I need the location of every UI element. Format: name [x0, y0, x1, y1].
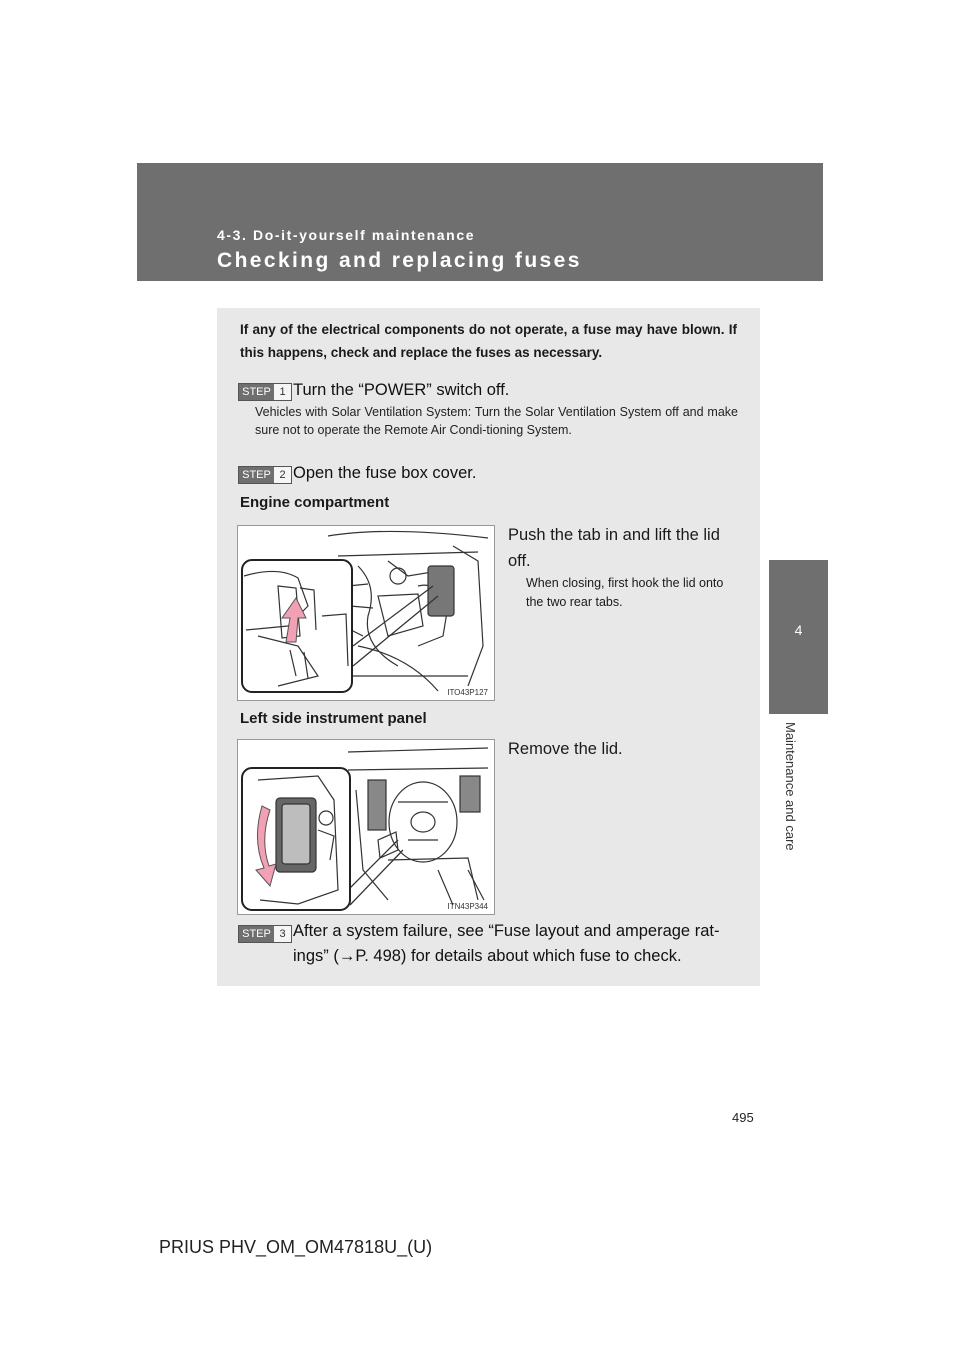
engine-illustration — [238, 526, 494, 700]
step-2-text: Open the fuse box cover. — [293, 464, 477, 482]
step-1-badge — [238, 383, 292, 401]
chapter-title-text: Maintenance and care — [783, 722, 798, 851]
page-title: Checking and replacing fuses — [217, 249, 582, 272]
instrument-panel-heading: Left side instrument panel — [240, 710, 427, 727]
step-number: 3 — [279, 928, 286, 940]
engine-compartment-figure — [237, 525, 495, 701]
figure-code: ITN43P344 — [447, 902, 488, 911]
content-panel — [217, 308, 760, 986]
step-word: STEP — [239, 467, 274, 483]
step-1-text: Turn the “POWER” switch off. — [293, 381, 510, 399]
step-number: 1 — [279, 386, 286, 398]
step-word: STEP — [239, 926, 274, 942]
engine-compartment-heading: Engine compartment — [240, 494, 390, 511]
step-3-badge — [238, 925, 292, 943]
header-band — [137, 163, 823, 281]
figure-code: ITO43P127 — [447, 688, 488, 697]
instrument-panel-instruction: Remove the lid. — [508, 740, 623, 758]
engine-note: When closing, first hook the lid onto the two rear tabs. — [526, 576, 724, 609]
instrument-panel-illustration — [238, 740, 494, 914]
step-2-badge — [238, 466, 292, 484]
step-word: STEP — [239, 384, 274, 400]
step-number: 2 — [279, 469, 286, 481]
chapter-number: 4 — [794, 622, 803, 638]
engine-instruction: Push the tab in and lift the lid off. — [508, 526, 720, 570]
step-1-note: Vehicles with Solar Ventilation System: Turn the Solar Ventilation System off and make sure not to operate the Remote Air Condi-tioning System. — [255, 405, 738, 437]
chapter-tab[interactable] — [769, 560, 828, 714]
footer-document-id: PRIUS PHV_OM_OM47818U_(U) — [159, 1237, 433, 1257]
step-3-text: After a system failure, see “Fuse layout and amperage rat-ings” (→P. 498) for details about which fuse to check. — [293, 922, 720, 965]
section-label: 4-3. Do-it-yourself maintenance — [217, 227, 476, 243]
instrument-panel-figure — [237, 739, 495, 915]
page-number: 495 — [732, 1110, 754, 1125]
intro-text: If any of the electrical components do not operate, a fuse may have blown. If this happens, check and replace the fuses as necessary. — [240, 322, 737, 360]
